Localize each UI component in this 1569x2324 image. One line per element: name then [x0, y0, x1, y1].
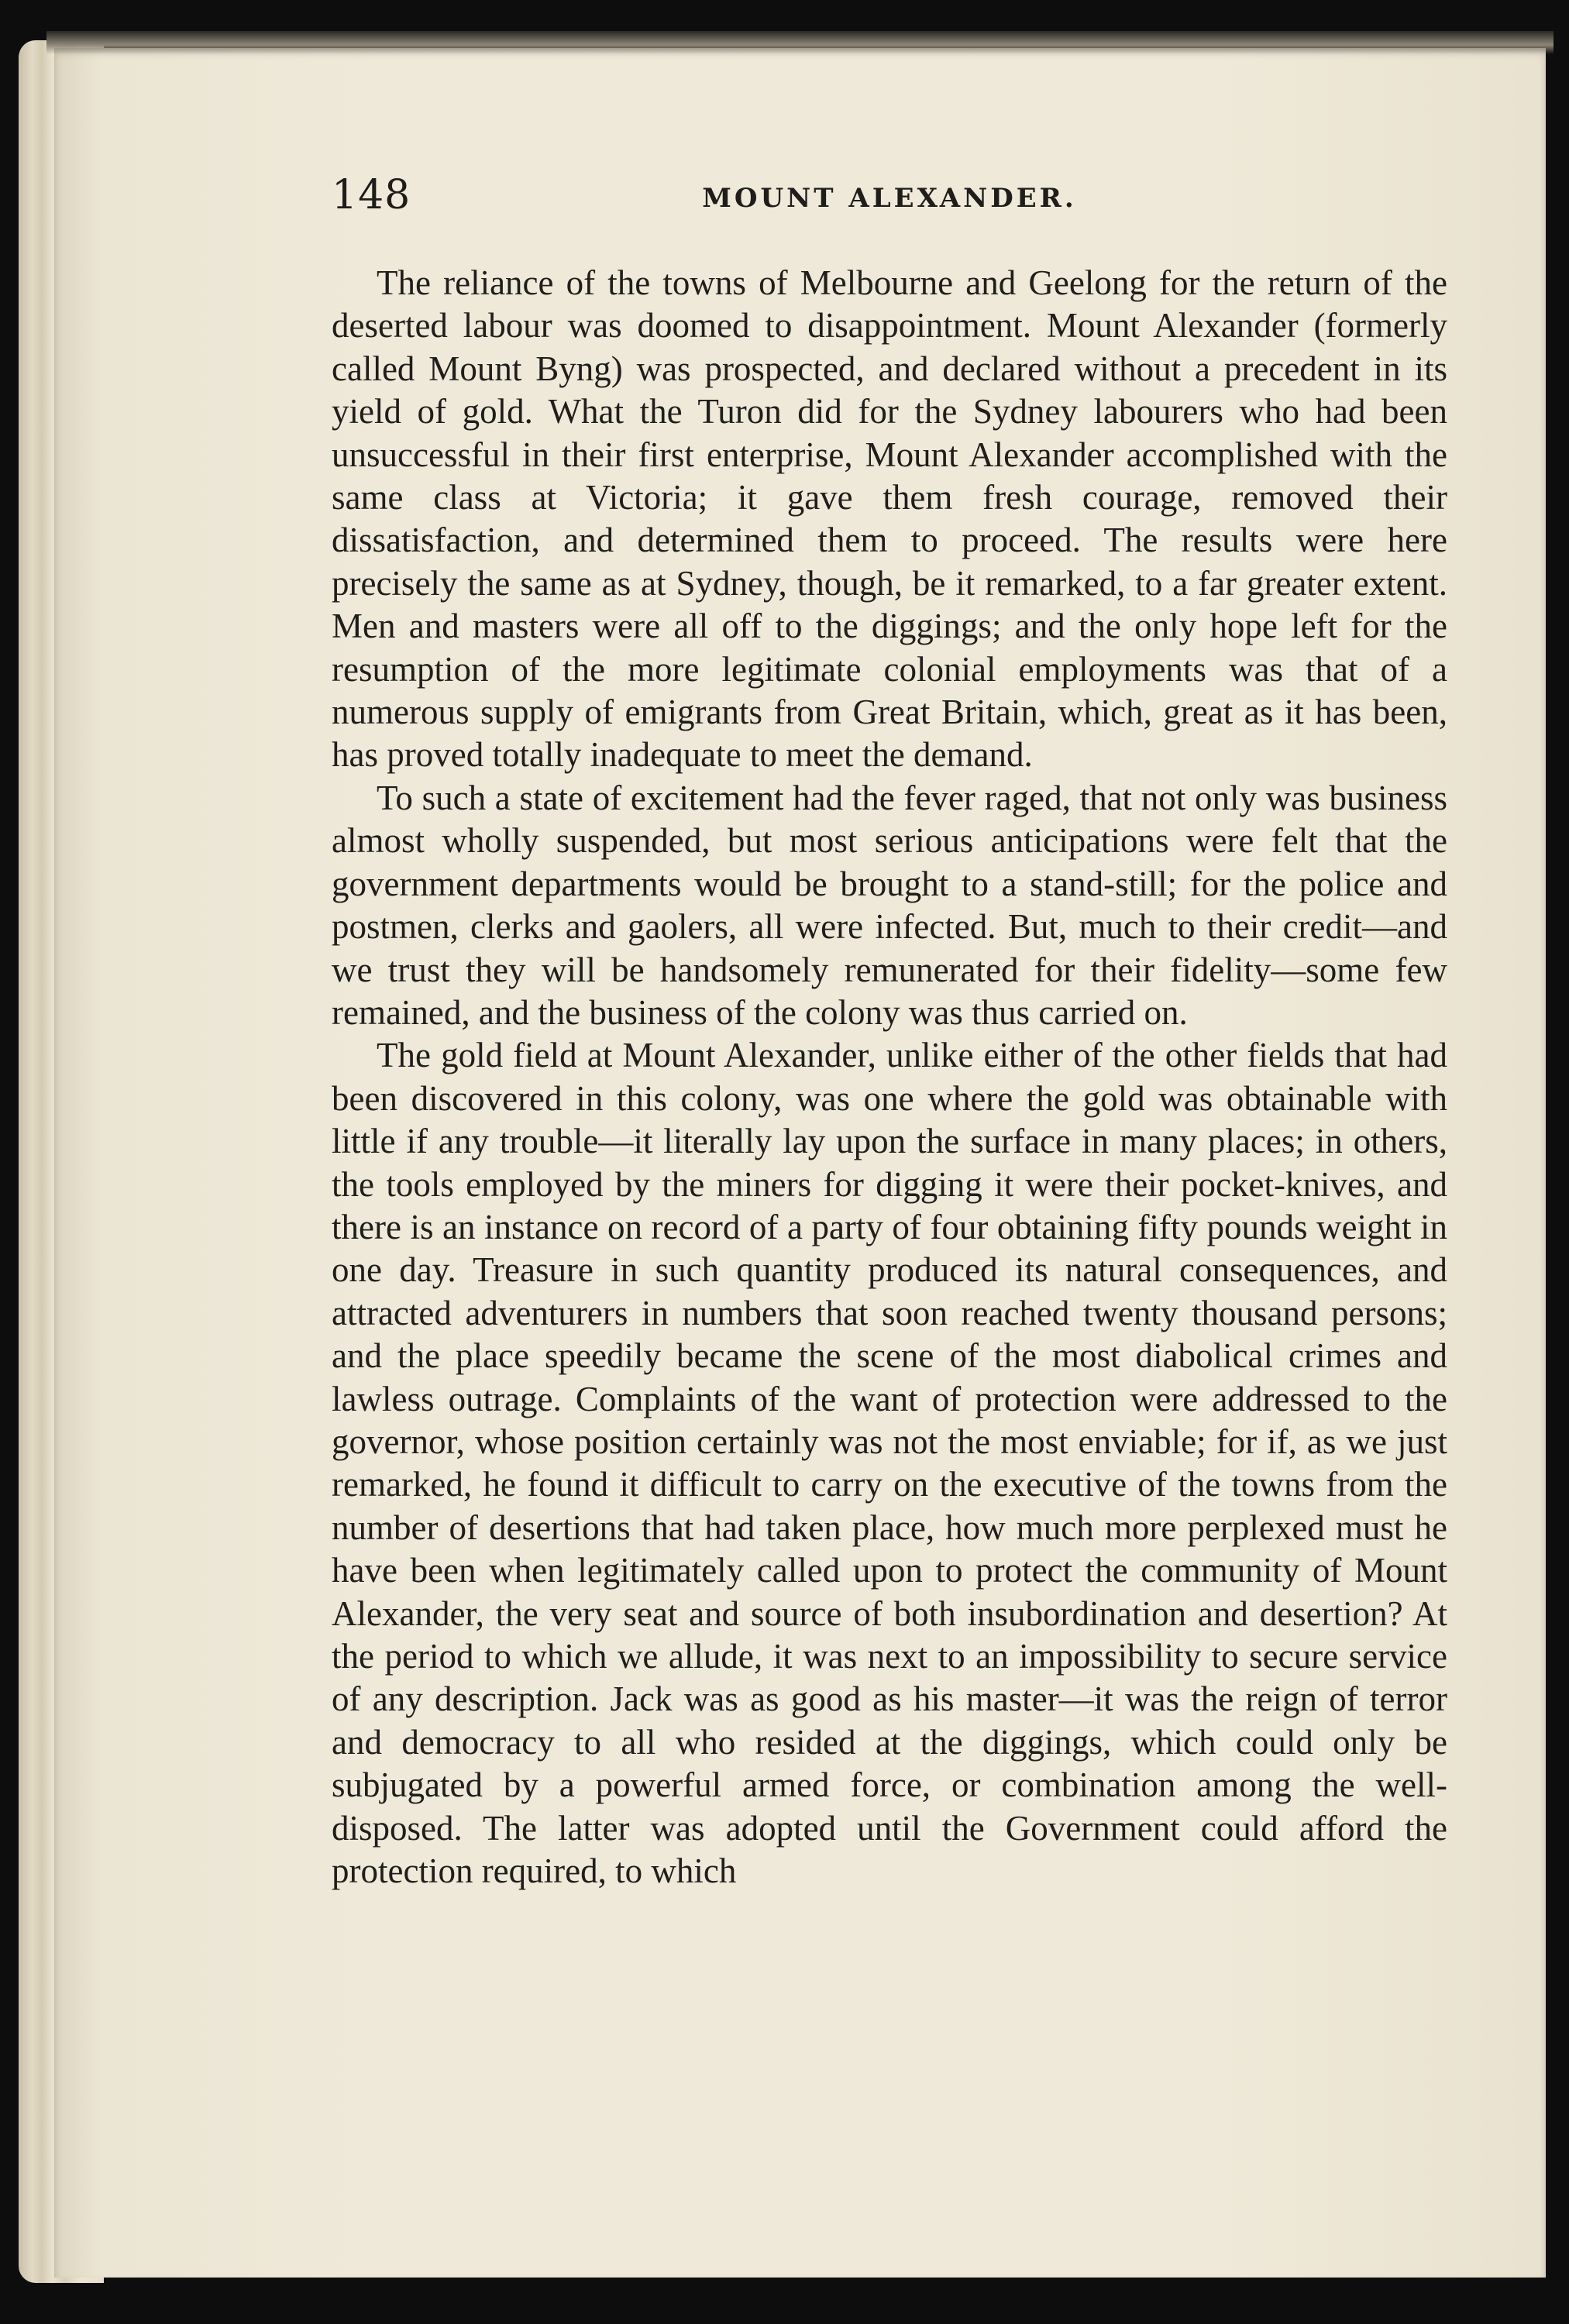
paragraph: The reliance of the towns of Melbourne and Geelong for the return of the deserted labour was doomed to disappointment. Mount Alexander (formerly called Mount Byng) was prospected, and declared without a precedent in its yield of gold. What the Turon did for the Sydney labourers who had been unsuccessful in their first enterprise, Mount Alexander accomplished with the same class at Victoria; it gave them fresh courage, removed their dissatisfaction, and determined them to proceed. The results were here precisely the same as at Sydney, though, be it remarked, to a far greater extent. Men and masters were all off to the diggings; and the only hope left for the resumption of the more legitimate colonial employments was that of a numerous supply of emigrants from Great Britain, which, great as it has been, has proved totally inadequate to meet the demand. — [332, 263, 1447, 775]
page-number: 148 — [332, 172, 411, 218]
paragraph: To such a state of excitement had the fever raged, that not only was business almost wholly suspended, but most serious anticipations were felt that the government departments would be brought to a stand-still; for the police and postmen, clerks and gaolers, all were infected. But, much to their credit—and we trust they will be handsomely remunerated for their fidelity—some few remained, and the business of the colony was thus carried on. — [332, 778, 1447, 1032]
top-edge-shadow — [46, 31, 1554, 54]
body-text — [332, 262, 1447, 1893]
page-header — [332, 172, 1447, 226]
paragraph: The gold field at Mount Alexander, unlike either of the other fields that had been discovered in this colony, was one where the gold was obtainable with little if any trouble—it literally lay upon the surface in many places; in others, the tools employed by the miners for digging it were their pocket-knives, and there is an instance on record of a party of four obtaining fifty pounds weight in one day. Treasure in such quantity produced its natural consequences, and attracted adventurers in numbers that soon reached twenty thousand persons; and the place speedily became the scene of the most diabolical crimes and lawless outrage. Complaints of the want of protection were addressed to the governor, whose position certainly was not the most enviable; for if, as we just remarked, he found it difficult to carry on the executive of the towns from the number of desertions that had taken place, how much more perplexed must he have been when legitimately called upon to protect the community of Mount Alexander, the very seat and source of both insubordination and desertion? At the period to which we allude, it was next to an impossibility to secure service of any description. Jack was as good as his master—it was the reign of terror and democracy to all who resided at the diggings, which could only be subjugated by a powerful armed force, or combination among the well-disposed. The latter was adopted until the Government could afford the protection required, to which — [332, 1036, 1447, 1891]
running-head: MOUNT ALEXANDER. — [702, 183, 1077, 214]
